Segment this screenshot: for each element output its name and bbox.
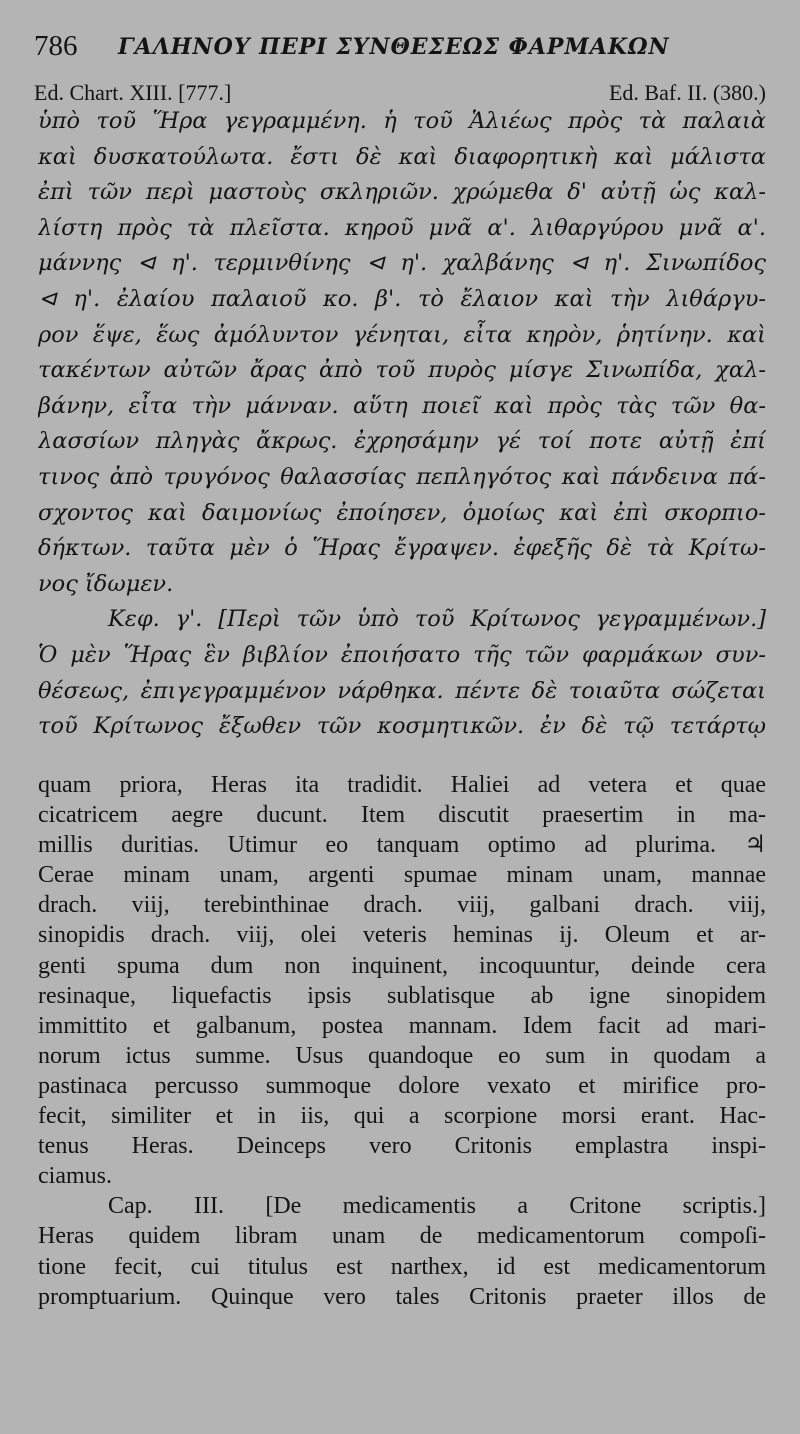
edition-basel: Ed. Baf. II. (380.): [608, 80, 766, 105]
greek-line: θέσεως, ἐπιγεγραμμένον νάρθηκα. πέντε δὲ τοιαῦτα σώζεται: [38, 677, 766, 704]
greek-line: ὑπὸ τοῦ Ἥρα γεγραμμένη. ἡ τοῦ Ἁλιέως πρὸς τὰ παλαιὰ: [38, 108, 766, 134]
edition-references: [34, 80, 766, 104]
latin-line: cicatricem aegre ducunt. Item discutit praesertim in ma-: [38, 802, 766, 829]
greek-line: δήκτων. ταῦτα μὲν ὁ Ἥρας ἔγραψεν. ἐφεξῆς δὲ τὰ Κρίτω-: [38, 535, 766, 562]
latin-line: genti spuma dum non inquinent, incoquuntur, deinde cera: [38, 952, 766, 979]
latin-text-block: [38, 770, 766, 1312]
latin-line: Heras quidem libram unam de medicamentorum compoſi-: [38, 1223, 766, 1250]
greek-line: ἐπὶ τῶν περὶ μαστοὺς σκληριῶν. χρώμεθα δ' αὐτῇ ὡς καλ-: [38, 179, 766, 206]
greek-line: Ὁ μὲν Ἥρας ἓν βιβλίον ἐποιήσατο τῆς τῶν φαρμάκων συν-: [38, 641, 766, 668]
latin-line: ciamus.: [38, 1163, 112, 1190]
greek-chapter-heading: Κεφ. γ'. [Περὶ τῶν ὑπὸ τοῦ Κρίτωνος γεγραμμένων.]: [108, 606, 766, 633]
greek-line: ρον ἕψε, ἕως ἀμόλυντον γένηται, εἶτα κηρὸν, ῥητίνην. καὶ: [38, 321, 766, 348]
latin-line: immittito et galbanum, postea mannam. Idem facit ad mari-: [38, 1012, 766, 1039]
latin-line: Cerae minam unam, argenti spumae minam unam, mannae: [38, 862, 766, 889]
greek-line: μάννης ⊲ η'. τερμινθίνης ⊲ η'. χαλβάνης ⊲ η'. Σινωπίδος: [38, 250, 766, 277]
latin-line: pastinaca percusso summoque dolore vexato et mirifice pro-: [38, 1072, 766, 1099]
latin-line: tenus Heras. Deinceps vero Critonis emplastra inspi-: [38, 1133, 766, 1160]
greek-line: ⊲ η'. ἐλαίου παλαιοῦ κο. β'. τὸ ἔλαιον καὶ τὴν λιθάργυ-: [38, 285, 766, 312]
greek-line: τοῦ Κρίτωνος ἔξωθεν τῶν κοσμητικῶν. ἐν δὲ τῷ τετάρτῳ: [38, 713, 766, 740]
running-title: ΓΑΛΗΝΟΥ ΠΕΡΙ ΣΥΝΘΕΣΕΩΣ ΦΑΡΜΑΚΩΝ: [118, 34, 670, 60]
latin-line: norum ictus summe. Usus quandoque eo sum in quodam a: [38, 1042, 766, 1069]
latin-line: fecit, similiter et in iis, qui a scorpione morsi erant. Hac-: [38, 1103, 766, 1130]
latin-chapter-heading: Cap. III. [De medicamentis a Critone scriptis.]: [108, 1193, 766, 1220]
greek-line: λασσίων πληγὰς ἄκρως. ἐχρησάμην γέ τοί ποτε αὐτῇ ἐπί: [38, 428, 766, 455]
latin-line: sinopidis drach. viij, olei veteris heminas ij. Oleum et ar-: [38, 922, 766, 949]
greek-line: τινος ἀπὸ τρυγόνος θαλασσίας πεπληγότος καὶ πάνδεινα πά-: [38, 463, 766, 490]
page-number: 786: [34, 30, 78, 62]
greek-line: σχοντος καὶ δαιμονίως ἐποίησεν, ὁμοίως καὶ ἐπὶ σκορπιο-: [38, 499, 766, 526]
latin-line: quam priora, Heras ita tradidit. Haliei ad vetera et quae: [38, 772, 766, 798]
latin-line: resinaque, liquefactis ipsis sublatisque ab igne sinopidem: [38, 982, 766, 1009]
latin-line: millis duritias. Utimur eo tanquam optimo ad plurima. ♃: [38, 832, 766, 859]
edition-chartier: Ed. Chart. XIII. [777.]: [34, 80, 232, 105]
greek-line: τακέντων αὐτῶν ἄρας ἀπὸ τοῦ πυρὸς μίσγε Σινωπίδα, χαλ-: [38, 357, 766, 384]
latin-line: drach. viij, terebinthinae drach. viij, galbani drach. viij,: [38, 892, 766, 919]
latin-line: tione fecit, cui titulus est narthex, id est medicamentorum: [38, 1253, 766, 1280]
greek-line: καὶ δυσκατούλωτα. ἔστι δὲ καὶ διαφορητικὴ καὶ μάλιστα: [38, 143, 766, 170]
page-header: [34, 30, 774, 64]
greek-text-block: [38, 104, 766, 745]
latin-line: promptuarium. Quinque vero tales Critonis praeter illos de: [38, 1283, 766, 1310]
greek-line: λίστη πρὸς τὰ πλεῖστα. κηροῦ μνᾶ α'. λιθαργύρου μνᾶ α'.: [38, 214, 766, 241]
greek-line: νος ἴδωμεν.: [38, 570, 174, 597]
greek-line: βάνην, εἶτα τὴν μάνναν. αὕτη ποιεῖ καὶ πρὸς τὰς τῶν θα-: [38, 392, 766, 419]
